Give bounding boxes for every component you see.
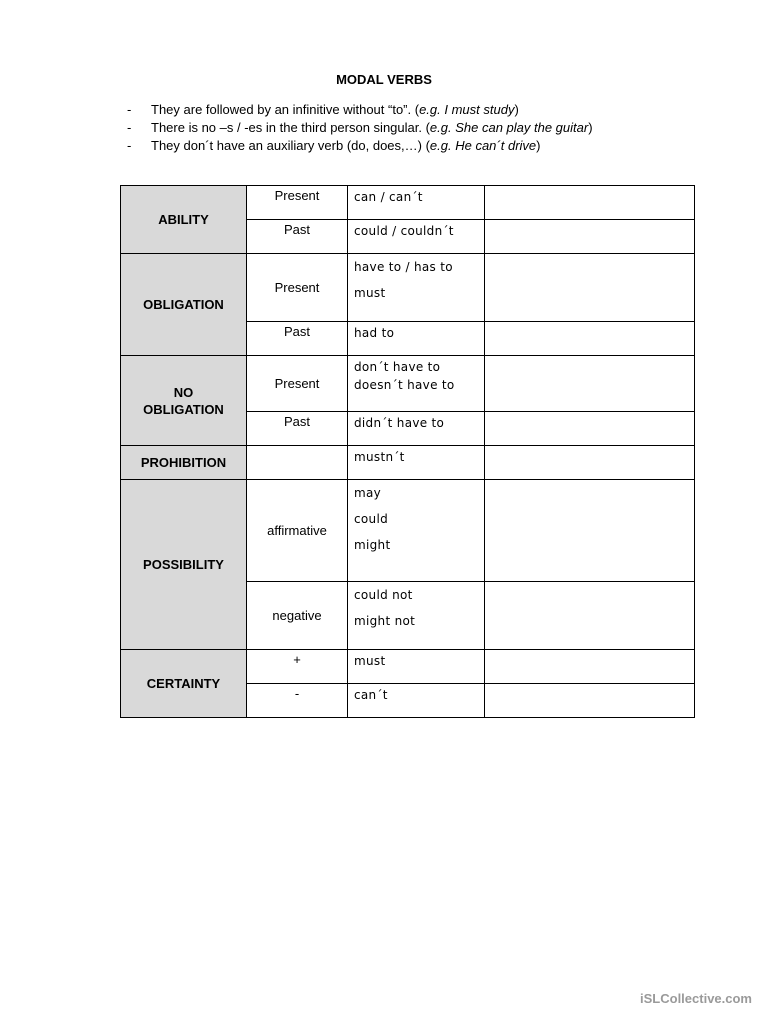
verb-cell: [348, 412, 485, 446]
verb-text: can / can´t: [354, 190, 423, 204]
bullet-dash: -: [127, 120, 132, 135]
verb-cell: [348, 254, 485, 322]
verb-cell: [348, 446, 485, 480]
category-label-line: OBLIGATION: [143, 401, 224, 417]
verb-cell: [348, 684, 485, 718]
tense-cell: affirmative: [247, 480, 348, 582]
watermark-footer: iSLCollective.com: [640, 991, 752, 1006]
modal-verbs-table: [120, 185, 695, 718]
rule-close: ): [588, 120, 593, 135]
tense-cell: Present: [247, 254, 348, 322]
tense-cell: Present: [247, 356, 348, 412]
rule-example: e.g. She can play the guitar: [429, 120, 589, 135]
verb-cell: [348, 186, 485, 220]
table-row: [121, 186, 695, 220]
verb-cell: [348, 220, 485, 254]
category-prohibition: PROHIBITION: [121, 446, 247, 480]
table-row: [121, 356, 695, 412]
tense-cell: +: [247, 650, 348, 684]
rule-text: There is no –s / -es in the third person singular. (: [151, 120, 430, 135]
tense-cell: -: [247, 684, 348, 718]
rule-text: They don´t have an auxiliary verb (do, does,…) (: [151, 138, 430, 153]
verb-text: might not: [354, 614, 416, 628]
verb-text: don´t have to: [354, 360, 441, 374]
tense-cell: [247, 446, 348, 480]
verb-text: must: [354, 654, 386, 668]
answer-cell: [485, 446, 695, 480]
rule-text: They are followed by an infinitive without “to”. (: [151, 102, 420, 117]
verb-cell: [348, 650, 485, 684]
rule-close: ): [514, 102, 519, 117]
bullet-dash: -: [127, 138, 132, 153]
rule-example: e.g. He can´t drive: [429, 138, 537, 153]
rule-example: e.g. I must study: [419, 102, 515, 117]
tense-cell: negative: [247, 582, 348, 650]
verb-text: may: [354, 486, 382, 500]
answer-cell: [485, 684, 695, 718]
verb-text: mustn´t: [354, 450, 405, 464]
verb-text: didn´t have to: [354, 416, 445, 430]
answer-cell: [485, 356, 695, 412]
verb-text: might: [354, 538, 391, 552]
rule-item: [127, 101, 747, 119]
answer-cell: [485, 254, 695, 322]
category-obligation: OBLIGATION: [121, 254, 247, 356]
verb-cell: [348, 356, 485, 412]
verb-text: could not: [354, 588, 413, 602]
verb-text: could / couldn´t: [354, 224, 454, 238]
answer-cell: [485, 480, 695, 582]
verb-cell: [348, 480, 485, 582]
verb-cell: [348, 582, 485, 650]
answer-cell: [485, 650, 695, 684]
verb-text: have to / has to: [354, 260, 453, 274]
rules-list: [127, 101, 747, 155]
rule-close: ): [536, 138, 541, 153]
category-label-line: NO: [173, 384, 194, 400]
verb-text: could: [354, 512, 388, 526]
category-certainty: CERTAINTY: [121, 650, 247, 718]
tense-cell: Past: [247, 220, 348, 254]
table-row: [121, 650, 695, 684]
tense-cell: Past: [247, 322, 348, 356]
answer-cell: [485, 322, 695, 356]
category-possibility: POSSIBILITY: [121, 480, 247, 650]
verb-text: must: [354, 286, 386, 300]
page-title: MODAL VERBS: [336, 72, 432, 87]
answer-cell: [485, 412, 695, 446]
verb-text: can´t: [354, 688, 388, 702]
tense-cell: Past: [247, 412, 348, 446]
rule-item: [127, 137, 747, 155]
table-row: [121, 446, 695, 480]
bullet-dash: -: [127, 102, 132, 117]
table-row: [121, 254, 695, 322]
tense-cell: Present: [247, 186, 348, 220]
rule-item: [127, 119, 747, 137]
verb-text: had to: [354, 326, 395, 340]
answer-cell: [485, 186, 695, 220]
table-row: [121, 480, 695, 582]
category-ability: ABILITY: [121, 186, 247, 254]
verb-text: doesn´t have to: [354, 378, 455, 392]
answer-cell: [485, 582, 695, 650]
category-no-obligation: [121, 356, 247, 446]
verb-cell: [348, 322, 485, 356]
answer-cell: [485, 220, 695, 254]
